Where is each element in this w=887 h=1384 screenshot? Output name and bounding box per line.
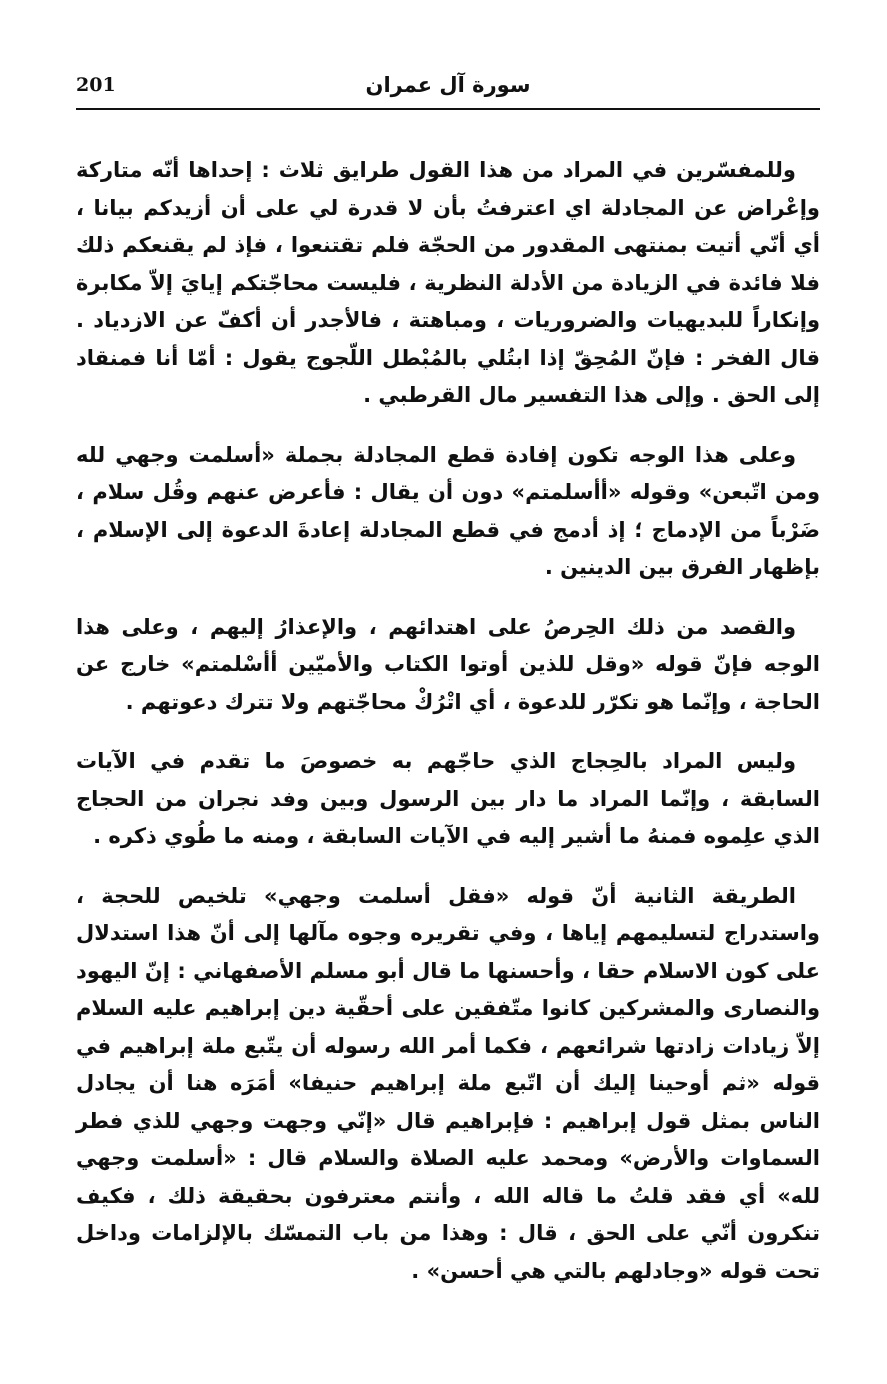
- page-number: 201: [76, 74, 116, 96]
- paragraph-4: وليس المراد بالحِجاج الذي حاجّهم به خصوصَ ما تقدم في الآيات السابقة ، وإنّما المراد ما دار بين الرسول وبين وفد نجران من الحجاج الذي علِموه فمنهُ ما أشير إليه في الآيات السابقة ، ومنه ما طُوي ذكره .: [76, 749, 820, 848]
- header-divider: [76, 108, 820, 110]
- paragraph-1: وللمفسّرين في المراد من هذا القول طرايق ثلاث : إحداها أنّه متاركة وإعْراض عن المجادلة اي اعترفتُ بأن لا قدرة لي على أن أزيدكم بيانا ، أي أنّي أتيت بمنتهى المقدور من الحجّة فلم تقتنعوا ، فإذ لم يقنعكم ذلك فلا فائدة في الزيادة من الأدلة النظرية ، فليست محاجّتكم إيايَ إلاّ مكابرة وإنكاراً للبديهيات والضروريات ، ومباهتة ، فالأجدر أن أكفّ عن الازدياد . قال الفخر : فإنّ المُحِقّ إذا ابتُلي بالمُبْطل اللّجوج يقول : أمّا أنا فمنقاد إلى الحق . وإلى هذا التفسير مال القرطبي .: [76, 158, 820, 407]
- page-body: [76, 152, 820, 1312]
- paragraph-2: وعلى هذا الوجه تكون إفادة قطع المجادلة بجملة «أسلمت وجهي لله ومن اتّبعن» وقوله «أأسلمتم» دون أن يقال : فأعرض عنهم وقُل سلام ، ضَرْباً من الإدماج ؛ إذ أدمج في قطع المجادلة إعادةَ الدعوة إلى الإسلام ، بإظهار الفرق بين الدينين .: [76, 442, 820, 579]
- paragraph-5: الطريقة الثانية أنّ قوله «فقل أسلمت وجهي» تلخيص للحجة ، واستدراج لتسليمهم إياها ، وفي تقريره وجوه مآلها إلى أنّ هذا استدلال على كون الاسلام حقا ، وأحسنها ما قال أبو مسلم الأصفهاني : إنّ اليهود والنصارى والمشركين كانوا متّفقين على أحقّية دين إبراهيم عليه السلام إلاّ زيادات زادتها شرائعهم ، فكما أمر الله رسوله أن يتّبع ملة إبراهيم في قوله «ثم أوحينا إليك أن اتّبع ملة إبراهيم حنيفا» أمَرَه هنا أن يجادل الناس بمثل قول إبراهيم : فإبراهيم قال «إنّي وجهت وجهي للذي فطر السماوات والأرض» ومحمد عليه الصلاة والسلام قال : «أسلمت وجهي لله» أي فقد قلتُ ما قاله الله ، وأنتم معترفون بحقيقة ذلك ، فكيف تنكرون أنّي على الحق ، قال : وهذا من باب التمسّك بالإلزامات وداخل تحت قوله «وجادلهم بالتي هي أحسن» .: [76, 883, 820, 1283]
- paragraph-3: والقصد من ذلك الحِرصُ على اهتدائهم ، والإعذارُ إليهم ، وعلى هذا الوجه فإنّ قوله «وقل للذين أوتوا الكتاب والأميّين أأسْلمتم» خارج عن الحاجة ، وإنّما هو تكرّر للدعوة ، أي اتْرُكْ محاجّتهم ولا تترك دعوتهم .: [76, 614, 820, 714]
- surah-title: سورة آل عمران: [365, 73, 531, 97]
- page-header: [76, 70, 820, 110]
